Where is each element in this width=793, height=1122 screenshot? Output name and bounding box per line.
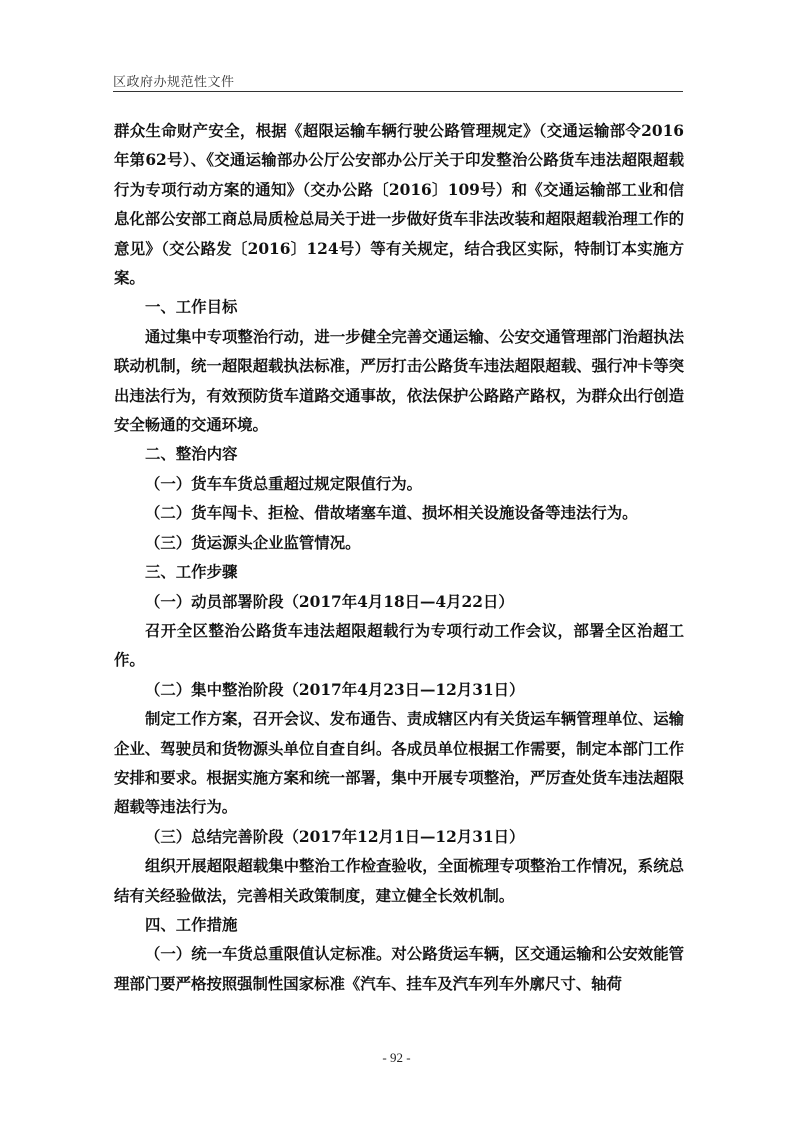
- section-heading-steps: 三、工作步骤: [145, 563, 238, 582]
- goals-paragraph: 通过集中专项整治行动，进一步健全完善交通运输、公安交通管理部门治超执法联动机制，统一超限超载执法标准，严厉打击公路货车违法超限超载、强行冲卡等突出违法行为，有效预防货车道路交通事故，依法保护公路路产路权，为群众出行创造安全畅通的交通环境。: [114, 327, 684, 435]
- page-number: - 92 -: [382, 1050, 411, 1065]
- document-body: [114, 117, 684, 999]
- step-2-title: （二）集中整治阶段（2017年4月23日—12月31日）: [145, 680, 525, 699]
- measures-paragraph: （一）统一车货总重限值认定标准。对公路货运车辆，区交通运输和公安效能管理部门要严格按照强制性国家标准《汽车、挂车及汽车列车外廓尺寸、轴荷: [114, 945, 684, 993]
- step-2-paragraph: 制定工作方案，召开会议、发布通告、责成辖区内有关货运车辆管理单位、运输企业、驾驶员和货物源头单位自查自纠。各成员单位根据工作需要，制定本部门工作安排和要求。根据实施方案和统一部署，集中开展专项整治，严厉查处货车违法超限超载等违法行为。: [114, 710, 684, 817]
- intro-paragraph: 群众生命财产安全，根据《超限运输车辆行驶公路管理规定》（交通运输部令2016年第62号）、《交通运输部办公厅公安部办公厅关于印发整治公路货车违法超限超载行为专项行动方案的通知》（交办公路〔2016〕109号）和《交通运输部工业和信息化部公安部工商总局质检总局关于进一步做好货车非法改装和超限超载治理工作的意见》（交公路发〔2016〕124号）等有关规定，结合我区实际，特制订本实施方案。: [114, 122, 684, 288]
- section-heading-content: 二、整治内容: [145, 445, 238, 464]
- step-1-title: （一）动员部署阶段（2017年4月18日—4月22日）: [145, 592, 514, 611]
- step-1-paragraph: 召开全区整治公路货车违法超限超载行为专项行动工作会议，部署全区治超工作。: [114, 621, 684, 670]
- section-heading-measures: 四、工作措施: [145, 915, 238, 934]
- content-item-2: （二）货车闯卡、拒检、借故堵塞车道、损坏相关设施设备等违法行为。: [145, 504, 638, 523]
- step-3-paragraph: 组织开展超限超载集中整治工作检查验收，全面梳理专项整治工作情况，系统总结有关经验做法，完善相关政策制度，建立健全长效机制。: [114, 857, 684, 905]
- content-item-1: （一）货车车货总重超过规定限值行为。: [145, 474, 423, 493]
- content-item-3: （三）货运源头企业监管情况。: [145, 533, 361, 552]
- header-divider: [113, 91, 683, 92]
- section-heading-goals: 一、工作目标: [145, 298, 238, 317]
- step-3-title: （三）总结完善阶段（2017年12月1日—12月31日）: [145, 827, 525, 846]
- document-header: 区政府办规范性文件: [113, 75, 235, 90]
